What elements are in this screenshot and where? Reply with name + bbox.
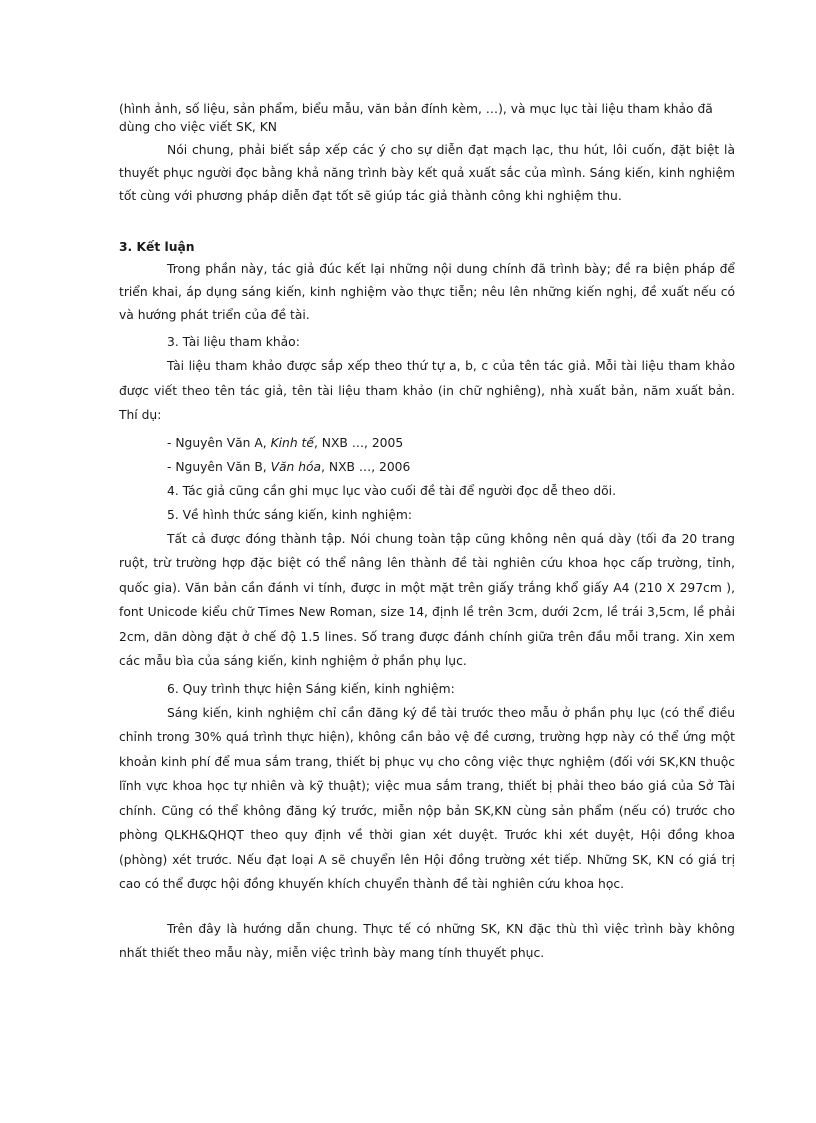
process-heading: 6. Quy trình thực hiện Sáng kiến, kinh nghiệm: bbox=[167, 681, 455, 696]
intro-line-2: dùng cho việc viết SK, KN bbox=[119, 120, 277, 134]
references-paragraph: Tài liệu tham khảo được sắp xếp theo thứ tự a, b, c của tên tác giả. Mỗi tài liệu tham khảo được viết theo tên tác giả, tên tài liệu tham khảo (in chữ nghiêng), nhà xuất bản, năm xuất bản. Thí dụ: bbox=[119, 359, 735, 422]
general-paragraph: Nói chung, phải biết sắp xếp các ý cho sự diễn đạt mạch lạc, thu hút, lôi cuốn, đặt biệt là thuyết phục người đọc bằng khả năng trình bày kết quả xuất sắc của mình. Sáng kiến, kinh nghiệm tốt cùng với phương pháp diễn đạt tốt sẽ giúp tác giả thành công khi nghiệm thu. bbox=[119, 143, 735, 203]
references-heading: 3. Tài liệu tham khảo: bbox=[167, 335, 300, 349]
spacer bbox=[119, 897, 735, 917]
process-paragraph: Sáng kiến, kinh nghiệm chỉ cần đăng ký đề tài trước theo mẫu ở phần phụ lục (có thể điều chỉnh trong 30% quá trình thực hiện), không cần bảo vệ đề cương, trường hợp này có thể ứng một khoản kinh phí để mua sắm trang, thiết bị phục vụ cho công việc thực nghiệm (đối với SK,KN thuộc lĩnh vực khoa học tự nhiên và kỹ thuật); việc mua sắm trang, thiết bị phải theo báo giá của Sở Tài chính. Cũng có thể không đăng ký trước, miễn nộp bản SK,KN cùng sản phẩm (nếu có) trước cho phòng QLKH&QHQT theo quy định về thời gian xét duyệt. Trước khi xét duyệt, Hội đồng khoa (phòng) xét trước. Nếu đạt loại A sẽ chuyển lên Hội đồng trường xét tiếp. Những SK, KN có giá trị cao có thể được hội đồng khuyến khích chuyển thành đề tài nghiên cứu khoa học. bbox=[119, 705, 735, 891]
reference-title-2: Văn hóa bbox=[270, 459, 322, 474]
reference-example-1: - Nguyên Văn A, Kinh tế, NXB …, 2005 bbox=[167, 435, 404, 450]
closing-paragraph: Trên đây là hướng dẫn chung. Thực tế có những SK, KN đặc thù thì việc trình bày không nhất thiết theo mẫu này, miễn việc trình bày mang tính thuyết phục. bbox=[119, 921, 735, 960]
form-heading: 5. Về hình thức sáng kiến, kinh nghiệm: bbox=[167, 507, 413, 522]
document-page bbox=[119, 100, 735, 966]
conclusion-heading: 3. Kết luận bbox=[119, 240, 195, 254]
reference-title-1: Kinh tế bbox=[270, 435, 314, 450]
reference-example-2: - Nguyên Văn B, Văn hóa, NXB …, 2006 bbox=[167, 459, 411, 474]
conclusion-paragraph: Trong phần này, tác giả đúc kết lại những nội dung chính đã trình bày; đề ra biện pháp để triển khai, áp dụng sáng kiến, kinh nghiệm vào thực tiễn; nêu lên những kiến nghị, đề xuất nếu có và hướng phát triển của đề tài. bbox=[119, 262, 735, 322]
intro-line-1: (hình ảnh, số liệu, sản phẩm, biểu mẫu, văn bản đính kèm, …), và mục lục tài liệu tham khảo đã bbox=[119, 102, 713, 116]
toc-note: 4. Tác giả cũng cần ghi mục lục vào cuối đề tài để người đọc dễ theo dõi. bbox=[167, 483, 616, 498]
form-paragraph: Tất cả được đóng thành tập. Nói chung toàn tập cũng không nên quá dày (tối đa 20 trang ruột, trừ trường hợp đặc biệt có thể nâng lên thành đề tài nghiên cứu khoa học cấp trường, tỉnh, quốc gia). Văn bản cần đánh vi tính, được in một mặt trên giấy trắng khổ giấy A4 (210 X 297cm ), font Unicode kiểu chữ Times New Roman, size 14, định lề trên 3cm, dưới 2cm, lề trái 3,5cm, lề phải 2cm, dãn dòng đặt ở chế độ 1.5 lines. Số trang được đánh chính giữa trên đầu mỗi trang. Xin xem các mẫu bìa của sáng kiến, kinh nghiệm ở phần phụ lục. bbox=[119, 531, 735, 668]
intro-continuation bbox=[119, 100, 735, 136]
